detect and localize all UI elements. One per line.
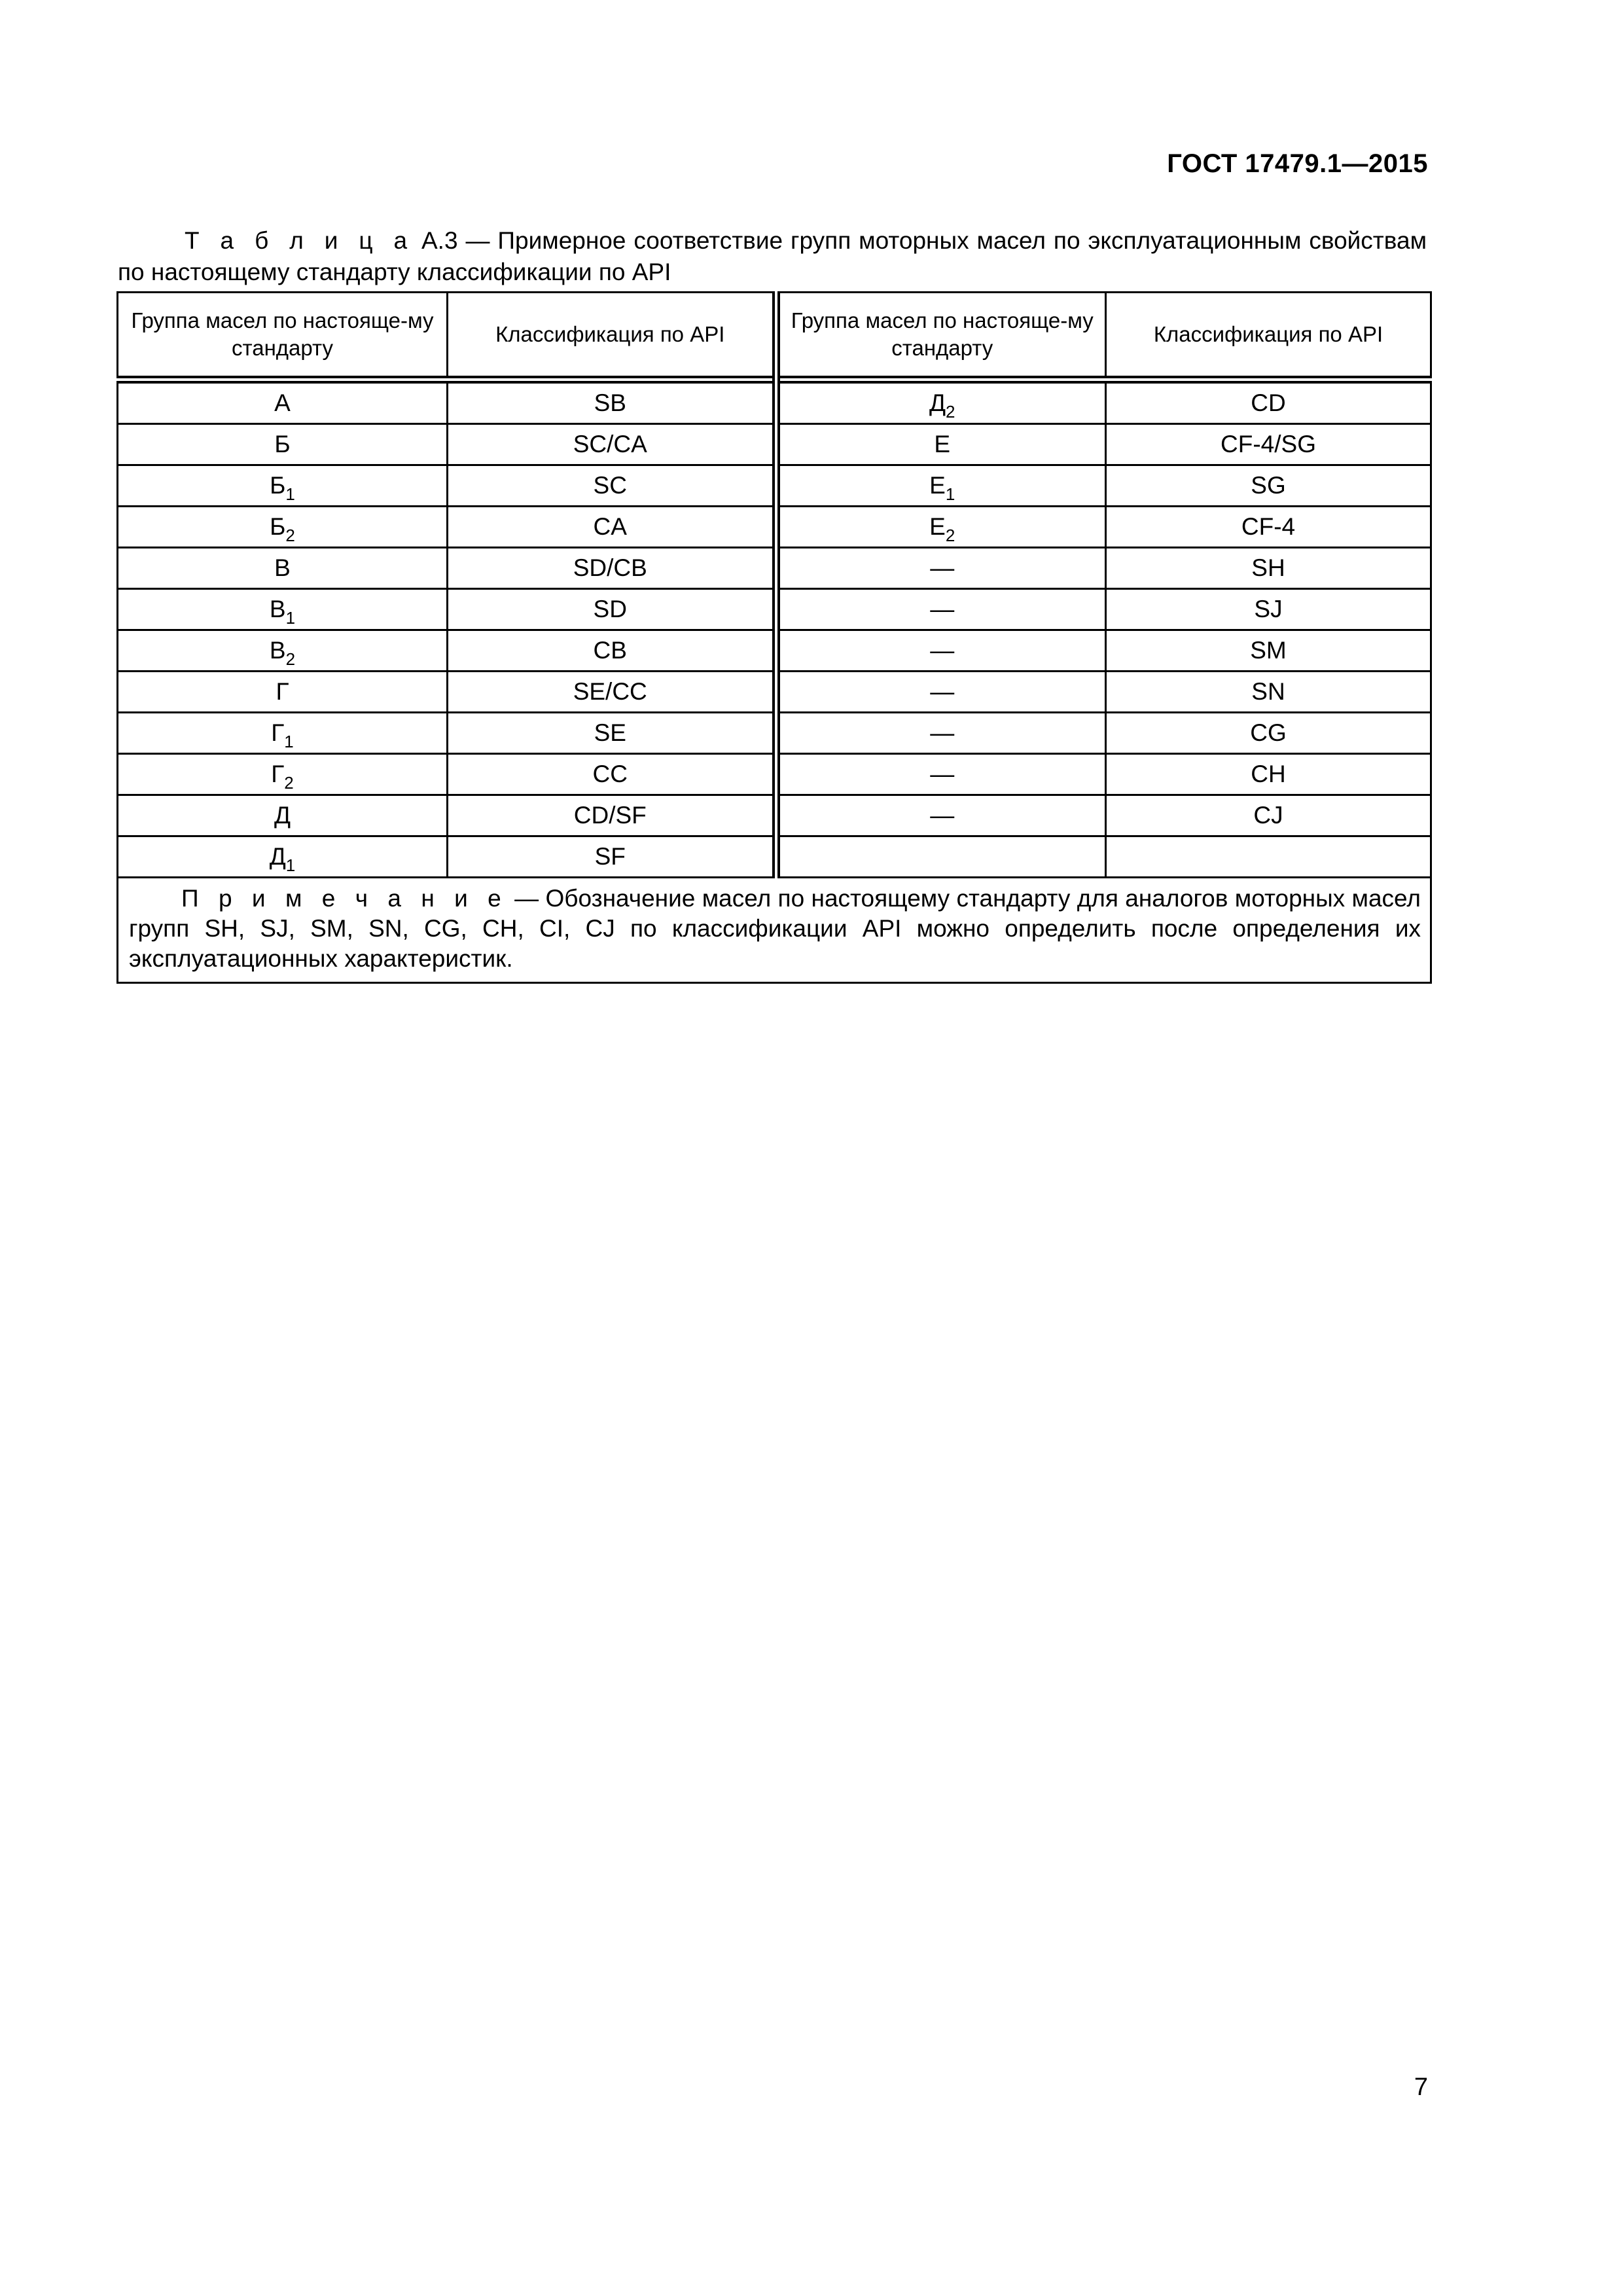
- table-header-row: [118, 293, 1431, 380]
- group-cell-left-subscript: 2: [285, 649, 296, 669]
- document-code: ГОСТ 17479.1—2015: [1167, 149, 1428, 178]
- group-cell-right: [776, 589, 1106, 630]
- api-cell-right: SH: [1106, 548, 1431, 589]
- api-cell-right: CH: [1106, 754, 1431, 795]
- api-cell-right: CG: [1106, 713, 1431, 754]
- group-cell-left: [118, 754, 448, 795]
- group-cell-left-text: Г: [276, 678, 289, 705]
- api-cell-left: SE/CC: [448, 672, 776, 713]
- group-cell-right-subscript: 2: [945, 526, 955, 545]
- api-cell-left: SE: [448, 713, 776, 754]
- group-cell-right: [776, 507, 1106, 548]
- group-cell-right-text: —: [930, 678, 955, 705]
- group-cell-left: [118, 380, 448, 424]
- table-row: [118, 507, 1431, 548]
- api-cell-right: [1106, 836, 1431, 878]
- api-cell-left: SD/CB: [448, 548, 776, 589]
- group-cell-right-text: Е: [929, 472, 946, 499]
- group-cell-left-text: Б: [270, 513, 286, 540]
- header-cell-group-right: Группа масел по настояще-му стандарту: [776, 293, 1106, 380]
- group-cell-left-subscript: 2: [285, 526, 295, 545]
- group-cell-right: [776, 465, 1106, 507]
- group-cell-left-text: Г: [271, 719, 285, 746]
- api-cell-left: SB: [448, 380, 776, 424]
- table-note-label: П р и м е ч а н и е: [181, 885, 508, 912]
- group-cell-right-subscript: 1: [945, 484, 955, 504]
- group-cell-left-subscript: 1: [284, 732, 294, 751]
- group-cell-right-text: —: [930, 637, 955, 664]
- group-cell-right-text: —: [930, 802, 955, 829]
- api-cell-left: SC/CA: [448, 424, 776, 465]
- api-cell-left: SF: [448, 836, 776, 878]
- group-cell-left: [118, 672, 448, 713]
- api-cell-right: CD: [1106, 380, 1431, 424]
- api-cell-left: SD: [448, 589, 776, 630]
- group-cell-left: [118, 630, 448, 672]
- group-cell-left-text: В: [269, 637, 286, 664]
- api-cell-right: CF-4/SG: [1106, 424, 1431, 465]
- group-cell-right: [776, 630, 1106, 672]
- table-body: [118, 293, 1431, 983]
- group-cell-left-text: Б: [274, 431, 291, 457]
- group-cell-left-text: Д: [274, 802, 291, 829]
- api-cell-left: CC: [448, 754, 776, 795]
- group-cell-left: [118, 713, 448, 754]
- table-row: [118, 589, 1431, 630]
- api-cell-left: SC: [448, 465, 776, 507]
- table-note-text: — Обозначение масел по настоящему стандарту для аналогов моторных масел групп SH, SJ, SM, SN, CG, CH, CI, CJ по классификации API можно определить после определения их эксплуатационных характеристик.: [129, 885, 1421, 972]
- group-cell-left: [118, 836, 448, 878]
- group-cell-right: [776, 672, 1106, 713]
- group-cell-right: [776, 754, 1106, 795]
- group-cell-right-text: Д: [929, 389, 946, 416]
- api-cell-right: SN: [1106, 672, 1431, 713]
- api-cell-right: CF-4: [1106, 507, 1431, 548]
- table-caption: [118, 225, 1427, 288]
- group-cell-left-text: Б: [270, 472, 286, 499]
- table-row: [118, 672, 1431, 713]
- group-cell-left: [118, 795, 448, 836]
- group-cell-right: [776, 424, 1106, 465]
- table-row: [118, 836, 1431, 878]
- group-cell-left: [118, 589, 448, 630]
- group-cell-left: [118, 424, 448, 465]
- api-cell-right: SJ: [1106, 589, 1431, 630]
- header-cell-group-left: Группа масел по настояще-му стандарту: [118, 293, 448, 380]
- header-cell-api-right: Классификация по API: [1106, 293, 1431, 380]
- group-cell-right: [776, 380, 1106, 424]
- group-cell-left-text: Г: [271, 761, 285, 787]
- table-row: [118, 795, 1431, 836]
- group-cell-right-subscript: 2: [946, 402, 955, 422]
- group-cell-left-subscript: 2: [284, 773, 294, 793]
- api-cell-left: CB: [448, 630, 776, 672]
- api-cell-left: CD/SF: [448, 795, 776, 836]
- group-cell-left: [118, 465, 448, 507]
- group-cell-left-subscript: 1: [285, 484, 295, 504]
- group-cell-right: [776, 548, 1106, 589]
- group-cell-left-text: Д: [269, 843, 286, 870]
- api-cell-right: SG: [1106, 465, 1431, 507]
- table-row: [118, 380, 1431, 424]
- group-cell-left: [118, 548, 448, 589]
- group-cell-left-subscript: 1: [285, 855, 296, 875]
- group-cell-right-text: Е: [934, 431, 951, 457]
- group-cell-right-text: —: [930, 554, 955, 581]
- table-row: [118, 465, 1431, 507]
- group-cell-left-text: А: [274, 389, 291, 416]
- group-cell-left-text: В: [269, 596, 286, 622]
- table-caption-label: Т а б л и ц а: [185, 227, 414, 254]
- page-number: 7: [1414, 2073, 1428, 2101]
- group-cell-right-text: —: [930, 761, 955, 787]
- api-cell-right: CJ: [1106, 795, 1431, 836]
- group-cell-right-text: —: [930, 596, 955, 622]
- table-row: [118, 630, 1431, 672]
- group-cell-right: [776, 836, 1106, 878]
- table-row: [118, 713, 1431, 754]
- group-cell-right: [776, 795, 1106, 836]
- group-cell-left-subscript: 1: [285, 608, 296, 628]
- table-row: [118, 754, 1431, 795]
- api-cell-right: SM: [1106, 630, 1431, 672]
- group-cell-left-text: В: [274, 554, 291, 581]
- table-caption-text: А.3 — Примерное соответствие групп моторных масел по эксплуатационным свойствам по настоящему стандарту классификации по API: [118, 227, 1427, 285]
- table-row: [118, 424, 1431, 465]
- group-cell-right-text: —: [930, 719, 955, 746]
- table-note-row: [118, 878, 1431, 983]
- group-cell-left: [118, 507, 448, 548]
- oil-classification-table: [116, 291, 1432, 984]
- table-row: [118, 548, 1431, 589]
- table-note: [118, 878, 1431, 983]
- group-cell-right-text: Е: [929, 513, 946, 540]
- group-cell-right: [776, 713, 1106, 754]
- header-cell-api-left: Классификация по API: [448, 293, 776, 380]
- api-cell-left: CA: [448, 507, 776, 548]
